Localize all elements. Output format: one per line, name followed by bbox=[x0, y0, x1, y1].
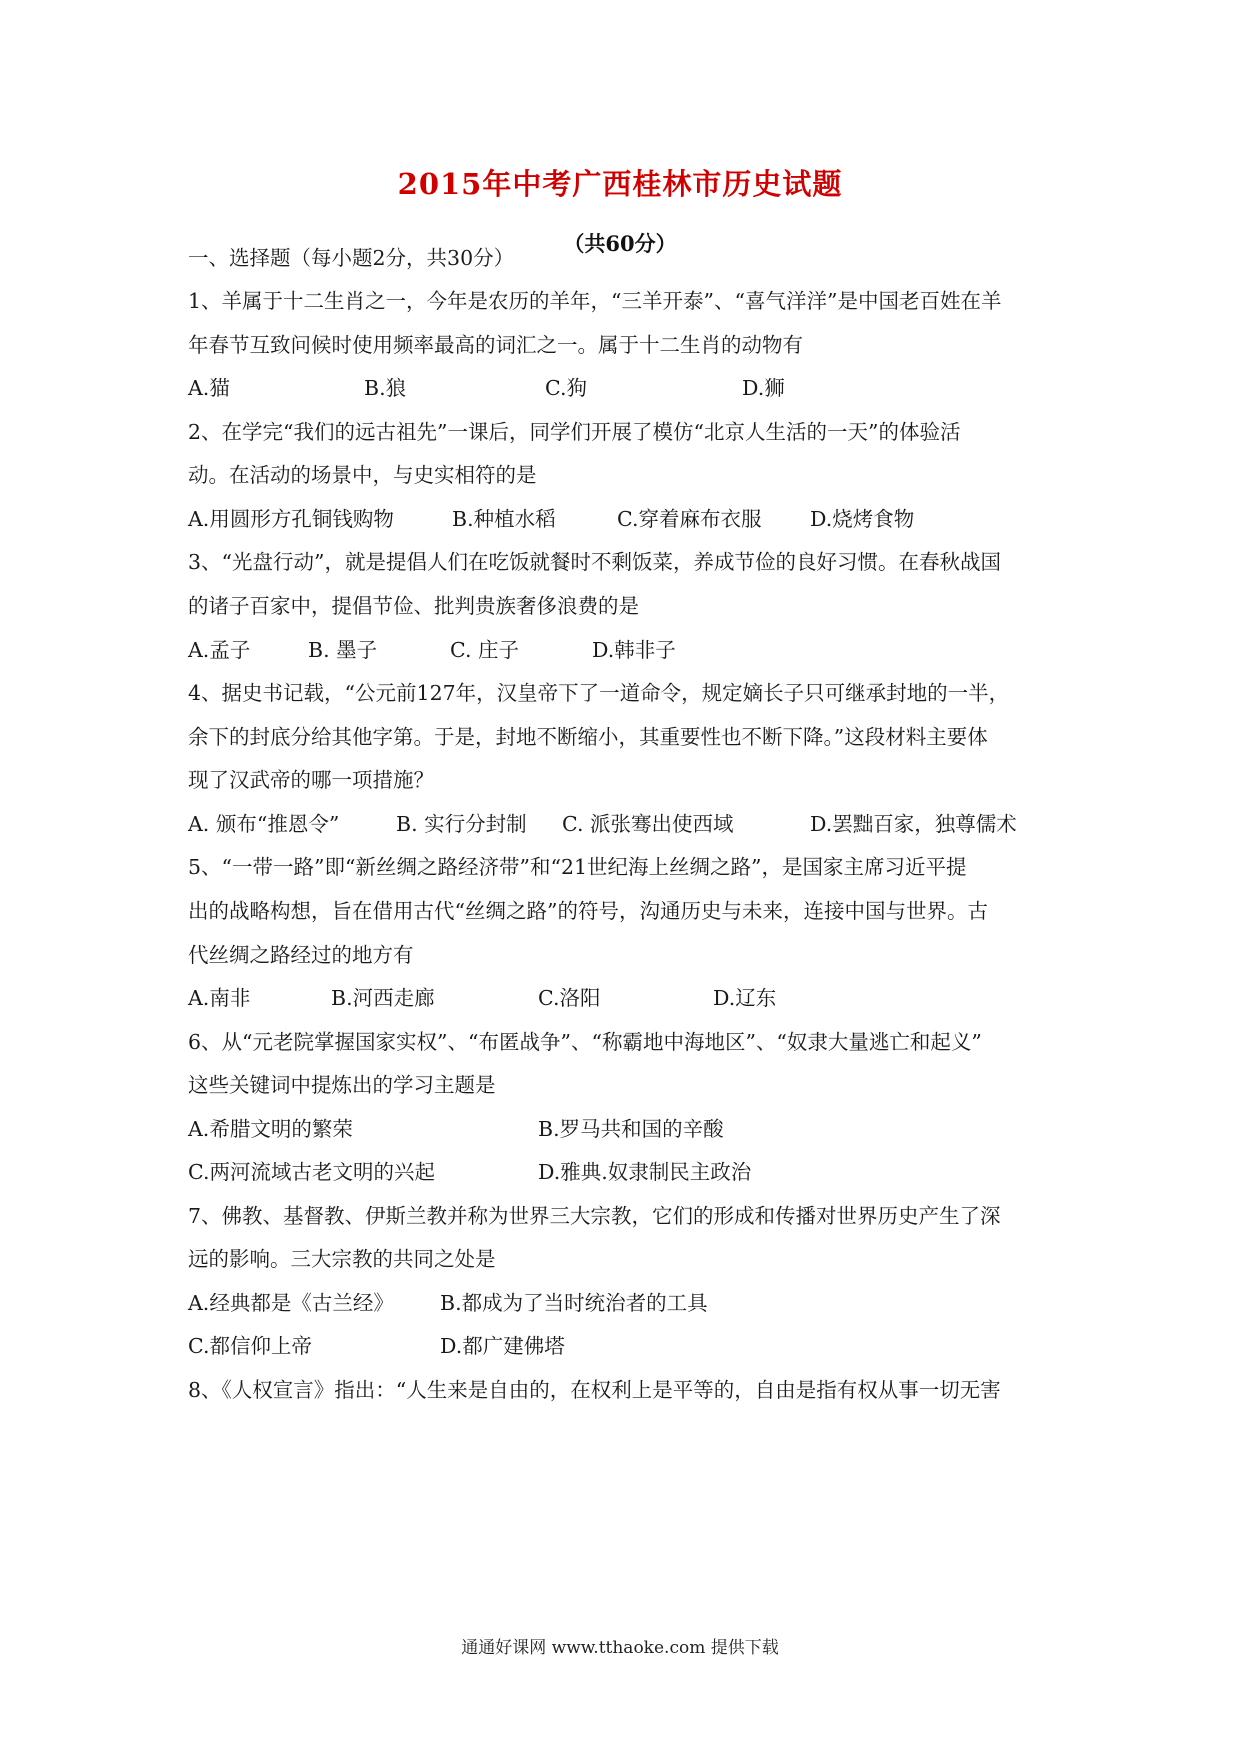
option-b: B.狼 bbox=[364, 376, 407, 400]
question-7-line-2: 远的影响。三大宗教的共同之处是 bbox=[188, 1247, 496, 1271]
option-c: C.狗 bbox=[545, 376, 587, 400]
option-d: D.狮 bbox=[742, 376, 785, 400]
option-a: A.希腊文明的繁荣 bbox=[188, 1117, 353, 1141]
option-d: D.罢黜百家，独尊儒术 bbox=[810, 812, 1017, 836]
question-7-line-1: 7、佛教、基督教、伊斯兰教并称为世界三大宗教，它们的形成和传播对世界历史产生了深 bbox=[188, 1204, 1001, 1228]
option-a: A.猫 bbox=[188, 376, 230, 400]
option-c: C.穿着麻布衣服 bbox=[617, 507, 762, 531]
option-b: B.罗马共和国的辛酸 bbox=[538, 1117, 724, 1141]
question-3-line-1: 3、“光盘行动”，就是提倡人们在吃饭就餐时不剩饭菜，养成节俭的良好习惯。在春秋战国 bbox=[188, 550, 1002, 574]
question-5-line-1: 5、“一带一路”即“新丝绸之路经济带”和“21世纪海上丝绸之路”，是国家主席习近平提 bbox=[188, 855, 967, 879]
question-6-line-2: 这些关键词中提炼出的学习主题是 bbox=[188, 1073, 496, 1097]
page-footer: 通通好课网 www.tthaoke.com 提供下载 bbox=[461, 1638, 779, 1658]
option-c: C.两河流域古老文明的兴起 bbox=[188, 1160, 435, 1184]
option-d: D.韩非子 bbox=[592, 638, 676, 662]
question-3-line-2: 的诸子百家中，提倡节俭、批判贵族奢侈浪费的是 bbox=[188, 594, 639, 618]
option-a: A.经典都是《古兰经》 bbox=[188, 1291, 394, 1315]
option-a: A. 颁布“推恩令” bbox=[188, 812, 340, 836]
option-b: B.都成为了当时统治者的工具 bbox=[440, 1291, 708, 1315]
option-a: A.用圆形方孔铜钱购物 bbox=[188, 507, 394, 531]
question-4-line-2: 余下的封底分给其他字第。于是，封地不断缩小，其重要性也不断下降。”这段材料主要体 bbox=[188, 725, 988, 749]
question-4-line-1: 4、据史书记载，“公元前127年，汉皇帝下了一道命令，规定嫡长子只可继承封地的一半， bbox=[188, 681, 1010, 705]
exam-subtitle: （共60分） bbox=[563, 231, 677, 256]
question-2-line-1: 2、在学完“我们的远古祖先”一课后，同学们开展了模仿“北京人生活的一天”的体验活 bbox=[188, 420, 961, 444]
option-c: C. 庄子 bbox=[450, 638, 519, 662]
question-4-line-3: 现了汉武帝的哪一项措施？ bbox=[188, 768, 434, 792]
option-a: A.南非 bbox=[188, 986, 251, 1010]
question-5-line-2: 出的战略构想，旨在借用古代“丝绸之路”的符号，沟通历史与未来，连接中国与世界。古 bbox=[188, 899, 988, 923]
option-d: D.烧烤食物 bbox=[810, 507, 915, 531]
option-c: C.都信仰上帝 bbox=[188, 1334, 312, 1358]
option-b: B. 实行分封制 bbox=[396, 812, 527, 836]
question-8-line-1: 8、《人权宣言》指出：“人生来是自由的，在权利上是平等的，自由是指有权从事一切无害 bbox=[188, 1378, 1001, 1402]
exam-title: 2015年中考广西桂林市历史试题 bbox=[397, 167, 843, 201]
option-c: C. 派张骞出使西域 bbox=[562, 812, 734, 836]
option-a: A.孟子 bbox=[188, 638, 251, 662]
question-6-line-1: 6、从“元老院掌握国家实权”、“布匿战争”、“称霸地中海地区”、“奴隶大量逃亡和起义” bbox=[188, 1030, 982, 1054]
option-b: B.种植水稻 bbox=[452, 507, 556, 531]
question-1-line-1: 1、羊属于十二生肖之一，今年是农历的羊年，“三羊开泰”、“喜气洋洋”是中国老百姓在羊 bbox=[188, 289, 1002, 313]
section-heading: 一、选择题（每小题2分，共30分） bbox=[188, 246, 515, 270]
option-d: D.辽东 bbox=[713, 986, 777, 1010]
option-c: C.洛阳 bbox=[538, 986, 601, 1010]
question-2-line-2: 动。在活动的场景中，与史实相符的是 bbox=[188, 463, 537, 487]
option-d: D.都广建佛塔 bbox=[440, 1334, 565, 1358]
question-1-line-2: 年春节互致问候时使用频率最高的词汇之一。属于十二生肖的动物有 bbox=[188, 333, 803, 357]
question-5-line-3: 代丝绸之路经过的地方有 bbox=[188, 943, 414, 967]
option-b: B.河西走廊 bbox=[331, 986, 435, 1010]
option-d: D.雅典.奴隶制民主政治 bbox=[538, 1160, 752, 1184]
option-b: B. 墨子 bbox=[308, 638, 378, 662]
